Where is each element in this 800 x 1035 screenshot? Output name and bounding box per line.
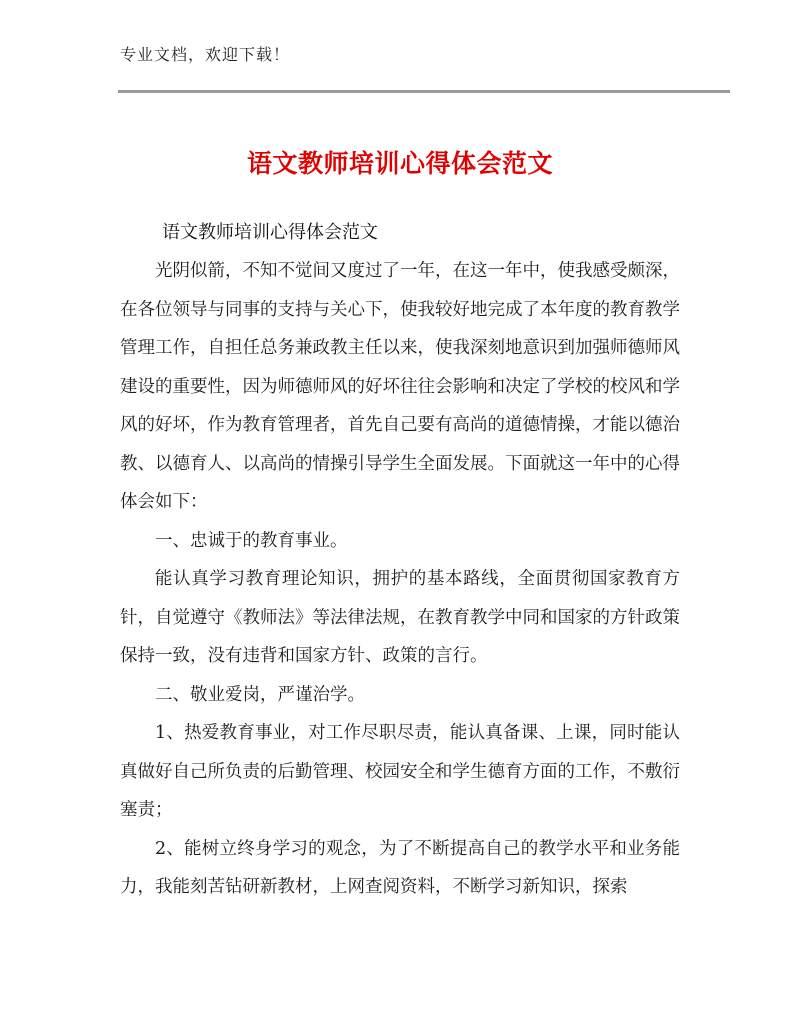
paragraph-intro: 光阴似箭，不知不觉间又度过了一年，在这一年中，使我感受颇深，在各位领导与同事的支持与关心下，使我较好地完成了本年度的教育教学管理工作，自担任总务兼政教主任以来，使我深刻地意识到加强师德师风建设的重要性，因为师德师风的好坏往往会影响和决定了学校的校风和学风的好坏，作为教育管理者，首先自己要有高尚的道德情操，才能以德治教、以德育人、以高尚的情操引导学生全面发展。下面就这一年中的心得体会如下： [120,261,680,512]
paragraph-item-2: 2、能树立终身学习的观念，为了不断提高自己的教学水平和业务能力，我能刻苦钻研新教材，上网查阅资料，不断学习新知识，探索 [120,838,680,897]
header-divider [118,90,730,93]
section-heading-2: 二、敬业爱岗，严谨治学。 [155,684,365,705]
section-heading-1: 一、忠诚于的教育事业。 [155,530,348,551]
document-title: 语文教师培训心得体会范文 [246,149,553,178]
paragraph-section-1: 能认真学习教育理论知识，拥护的基本路线，全面贯彻国家教育方针，自觉遵守《教师法》等法律法规，在教育教学中同和国家的方针政策保持一致，没有违背和国家方针、政策的言行。 [120,569,680,666]
document-body [120,252,680,907]
paragraph-item-1: 1、热爱教育事业，对工作尽职尽责，能认真备课、上课，同时能认真做好自己所负责的后勤管理、校园安全和学生德育方面的工作，不敷衍塞责； [120,723,680,820]
document-subtitle: 语文教师培训心得体会范文 [162,222,378,243]
page-header-text: 专业文档，欢迎下载！ [120,45,291,64]
